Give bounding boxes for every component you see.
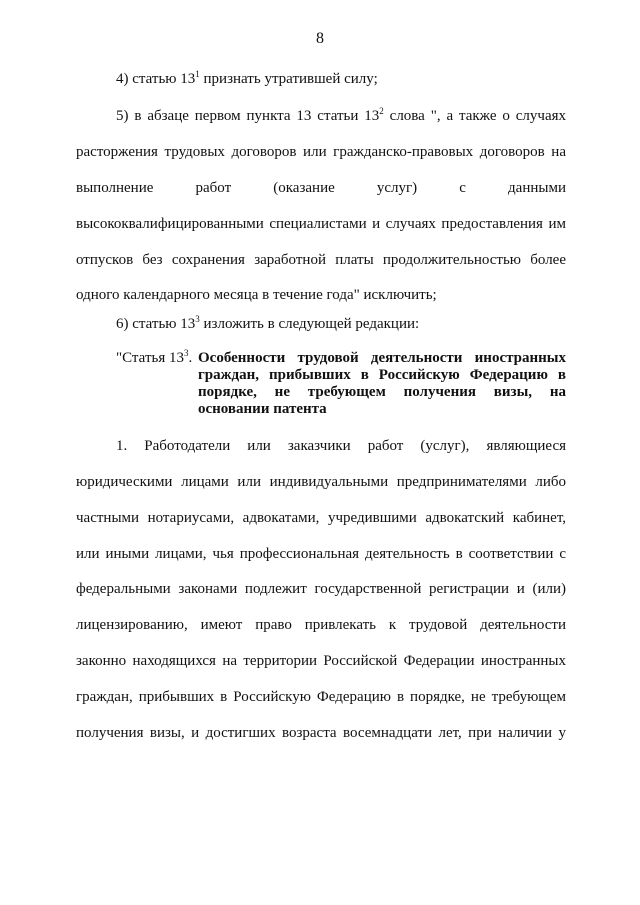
page-number: 8 bbox=[316, 30, 324, 47]
paragraph-1-line-2: юридическими лицами или индивидуальными предпринимателями либо bbox=[76, 474, 566, 490]
article-title-line: Особенности трудовой деятельности иностранных bbox=[198, 350, 566, 366]
paragraph-1-line-4: или иными лицами, чья профессиональная деятельность в соответствии с bbox=[76, 546, 566, 562]
article-title-line: порядке, не требующем получения визы, на bbox=[198, 384, 566, 400]
item-5-line-5: отпусков без сохранения заработной платы продолжительностью более bbox=[76, 252, 566, 268]
item-5-line-3: выполнение работ (оказание услуг) с данными bbox=[76, 180, 566, 196]
paragraph-1-line-6: лицензированию, имеют право привлекать к трудовой деятельности bbox=[76, 617, 566, 633]
article-title bbox=[198, 350, 566, 418]
article-label: "Статья $13^3$. bbox=[116, 348, 193, 366]
paragraph-1-line-1: 1. Работодатели или заказчики работ (услуг), являющиеся bbox=[116, 438, 566, 454]
item-5-line-2: расторжения трудовых договоров или гражданско-правовых договоров на bbox=[76, 144, 566, 160]
paragraph-1-line-7: законно находящихся на территории Российской Федерации иностранных bbox=[76, 653, 566, 669]
item-5-line-1: 5) в абзаце первом пункта 13 статьи $13^2$ слова ", а также о случаях bbox=[116, 106, 567, 124]
paragraph-1-line-8: граждан, прибывших в Российскую Федерацию в порядке, не требующем bbox=[76, 689, 566, 705]
item-6: 6) статью $13^3$ изложить в следующей редакции: bbox=[116, 314, 420, 332]
item-5-line-6: одного календарного месяца в течение года" исключить; bbox=[76, 287, 437, 303]
article-title-line: основании патента bbox=[198, 401, 327, 417]
article-title-line: граждан, прибывших в Российскую Федерацию в bbox=[198, 367, 566, 383]
paragraph-1-line-9: получения визы, и достигших возраста восемнадцати лет, при наличии у bbox=[76, 725, 566, 741]
paragraph-1-line-5: федеральными законами подлежит государственной регистрации и (или) bbox=[76, 581, 566, 597]
item-4: 4) статью $13^1$ признать утратившей силу; bbox=[116, 69, 378, 87]
item-5-line-4: высококвалифицированными специалистами и случаях предоставления им bbox=[76, 216, 566, 232]
paragraph-1-line-3: частными нотариусами, адвокатами, учредившими адвокатский кабинет, bbox=[76, 510, 566, 526]
